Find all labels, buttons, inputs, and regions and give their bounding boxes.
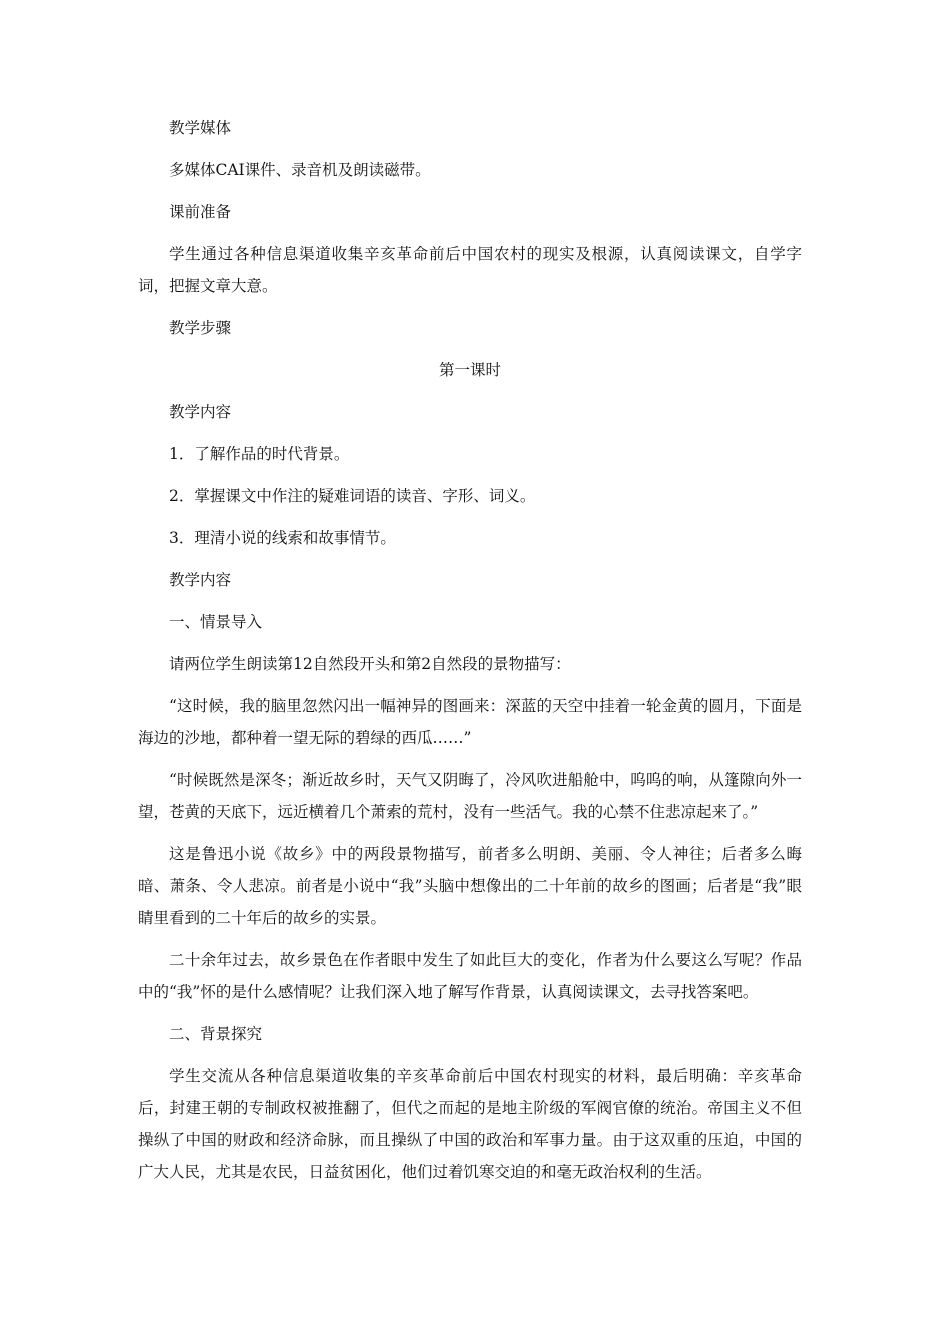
heading-teaching-content-1: 教学内容 <box>169 403 232 421</box>
heading-teaching-steps: 教学步骤 <box>169 319 232 337</box>
heading-first-lesson: 第一课时 <box>438 361 501 379</box>
paragraph-reading-task: 请两位学生朗读第12自然段开头和第2自然段的景物描写： <box>169 655 571 673</box>
paragraph-preparation: 学生通过各种信息渠道收集辛亥革命前后中国农村的现实及根源，认真阅读课文，自学字词，把握文章大意。 <box>138 245 802 295</box>
heading-teaching-content-2: 教学内容 <box>169 571 232 589</box>
quote-paragraph-1: “这时候，我的脑里忽然闪出一幅神异的图画来：深蓝的天空中挂着一轮金黄的圆月，下面是海边的沙地，都种着一望无际的碧绿的西瓜……” <box>138 697 802 747</box>
paragraph-media-list: 多媒体CAI课件、录音机及朗读磁带。 <box>169 161 431 179</box>
heading-teaching-media: 教学媒体 <box>169 119 232 137</box>
paragraph-question: 二十余年过去，故乡景色在作者眼中发生了如此巨大的变化，作者为什么要这么写呢？作品中的“我”怀的是什么感情呢？让我们深入地了解写作背景，认真阅读课文，去寻找答案吧。 <box>138 951 802 1001</box>
paragraph-background: 学生交流从各种信息渠道收集的辛亥革命前后中国农村现实的材料，最后明确：辛亥革命后，封建王朝的专制政权被推翻了，但代之而起的是地主阶级的军阀官僚的统治。帝国主义不但操纵了中国的财政和经济命脉，而且操纵了中国的政治和军事力量。由于这双重的压迫，中国的广大人民，尤其是农民，日益贫困化，他们过着饥寒交迫的和毫无政治权利的生活。 <box>138 1067 802 1181</box>
list-item-1: 1．了解作品的时代背景。 <box>169 445 350 463</box>
heading-background: 二、背景探究 <box>169 1025 263 1043</box>
document-page <box>138 112 802 1198</box>
paragraph-analysis: 这是鲁迅小说《故乡》中的两段景物描写，前者多么明朗、美丽、令人神往；后者多么晦暗、萧条、令人悲凉。前者是小说中“我”头脑中想像出的二十年前的故乡的图画；后者是“我”眼睛里看到的二十年后的故乡的实景。 <box>138 845 802 927</box>
quote-paragraph-2: “时候既然是深冬；渐近故乡时，天气又阴晦了，冷风吹进船舱中，呜呜的响，从篷隙向外一望，苍黄的天底下，远近横着几个萧索的荒村，没有一些活气。我的心禁不住悲凉起来了。” <box>138 771 802 821</box>
heading-scene-intro: 一、情景导入 <box>169 613 263 631</box>
heading-preparation: 课前准备 <box>169 203 232 221</box>
list-item-2: 2．掌握课文中作注的疑难词语的读音、字形、词义。 <box>169 487 536 505</box>
list-item-3: 3．理清小说的线索和故事情节。 <box>169 529 396 547</box>
